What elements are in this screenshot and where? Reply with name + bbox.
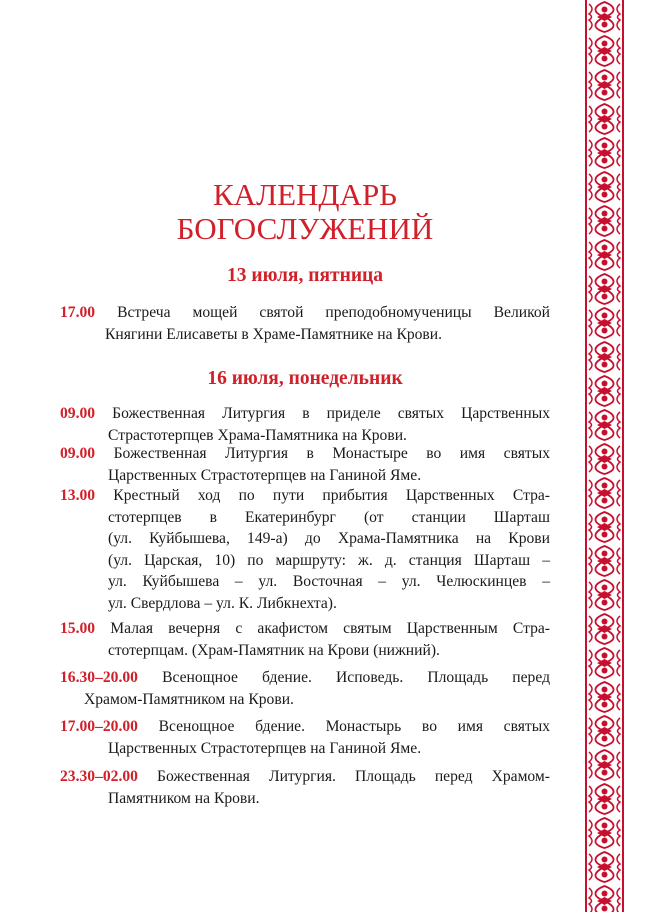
entry-text: Встреча мощей святой преподобномученицы Великой (117, 304, 550, 321)
entry-line (60, 403, 550, 425)
entry-time: 09.00 (60, 405, 96, 422)
entry-text: Божественная Литургия в Монастыре во имя святых (113, 445, 551, 462)
entry-line (60, 443, 550, 465)
title-line-1: КАЛЕНДАРЬ (213, 177, 397, 212)
entry-line: Царственных Страстотерпцев на Ганиной Яме. (108, 466, 422, 484)
day-heading: 16 июля, понедельник (207, 368, 403, 389)
title-line-2: БОГОСЛУЖЕНИЙ (176, 211, 434, 246)
entry-line: (ул. Царская, 10) по маршруту: ж. д. станция Шарташ – (108, 551, 550, 569)
entry-line: стотерпцам. (Храм-Памятник на Крови (нижний). (108, 641, 440, 659)
entry-line (60, 667, 550, 689)
entry-time: 09.00 (60, 445, 96, 462)
entry-line: ул. Свердлова – ул. К. Либкнехта). (108, 594, 337, 612)
entry-line (60, 766, 550, 788)
entry-time: 13.00 (60, 487, 96, 504)
ornament-border (585, 0, 624, 912)
entry-line (60, 716, 550, 738)
entry-line: Храмом-Памятником на Крови. (84, 690, 294, 708)
entry-line: Царственных Страстотерпцев на Ганиной Яме. (108, 739, 422, 757)
entry-line: ул. Куйбышева – ул. Восточная – ул. Челюскинцев – (108, 573, 550, 590)
schedule-entry (60, 443, 550, 486)
entry-line: Памятником на Крови. (108, 789, 260, 807)
entry-text: Всенощное бдение. Исповедь. Площадь перед (162, 669, 551, 686)
schedule-entry (60, 618, 550, 661)
entry-time: 23.30–02.00 (60, 768, 138, 785)
schedule-entry (60, 766, 550, 809)
entry-line: (ул. Куйбышева, 149-а) до Храма-Памятника на Крови (108, 530, 550, 547)
entry-line: Страстотерпцев Храма-Памятника на Крови. (108, 426, 407, 444)
entry-text: Всенощное бдение. Монастырь во имя святых (158, 718, 550, 735)
schedule-entry (60, 667, 550, 710)
schedule-entry (60, 403, 550, 446)
entry-line (60, 302, 550, 324)
schedule-entry (60, 485, 550, 614)
entry-line: стотерпцев в Екатеринбург (от станции Шарташ (108, 508, 550, 526)
entry-line (60, 618, 550, 640)
entry-text: Малая вечерня с акафистом святым Царственным Стра- (110, 620, 550, 637)
page-title (60, 178, 550, 246)
entry-text: Божественная Литургия в приделе святых Царственных (112, 405, 550, 422)
entry-text: Божественная Литургия. Площадь перед Храмом- (157, 768, 550, 785)
entry-time: 15.00 (60, 620, 96, 637)
entry-line (60, 485, 550, 507)
schedule-entry (60, 302, 550, 345)
schedule-entry (60, 716, 550, 759)
day-heading: 13 июля, пятница (226, 265, 384, 286)
entry-time: 16.30–20.00 (60, 669, 138, 686)
entry-time: 17.00–20.00 (60, 718, 138, 735)
entry-text: Крестный ход по пути прибытия Царственных Стра- (113, 487, 550, 504)
entry-time: 17.00 (60, 304, 96, 321)
entry-line: Княгини Елисаветы в Храме-Памятнике на Крови. (105, 325, 443, 343)
